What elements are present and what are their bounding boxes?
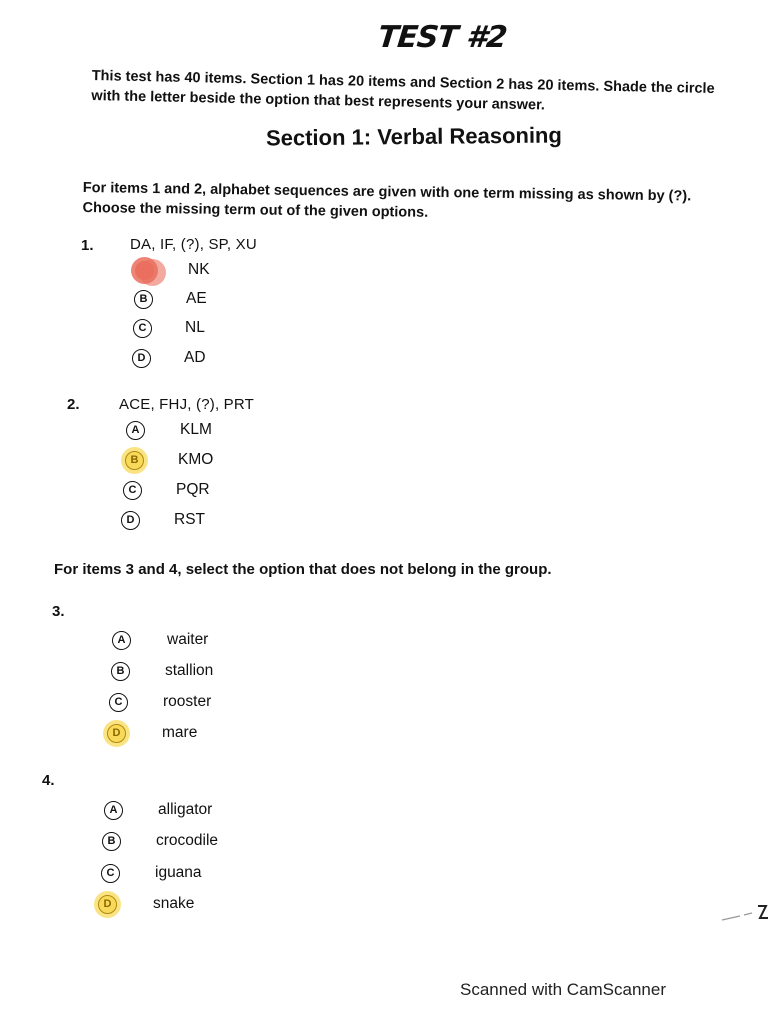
answer-bubble-a[interactable]: A: [104, 801, 123, 820]
answer-bubble-b[interactable]: B: [111, 662, 130, 681]
answer-bubble-b[interactable]: B: [125, 451, 144, 470]
question-number: 1.: [81, 237, 94, 254]
scan-margin-mark: [718, 900, 768, 930]
answer-bubble-c[interactable]: C: [133, 319, 152, 338]
answer-bubble-a[interactable]: A: [112, 631, 131, 650]
answer-bubble-d[interactable]: D: [121, 511, 140, 530]
answer-bubble-a[interactable]: A: [126, 421, 145, 440]
answer-bubble-c[interactable]: C: [123, 481, 142, 500]
question-number: 4.: [42, 772, 55, 789]
instructions-items-1-2: For items 1 and 2, alphabet sequences are given with one term missing as shown by (?). Choose the missing term out of the given options.: [82, 179, 692, 221]
option-text: waiter: [167, 631, 209, 648]
general-instructions: This test has 40 items. Section 1 has 20 items and Section 2 has 20 items. Shade the circle with the letter beside the option that best represents your answer.: [91, 67, 715, 114]
option-text: snake: [153, 895, 195, 912]
option-text: iguana: [155, 864, 202, 881]
option-text: mare: [162, 724, 198, 741]
question-number: 3.: [52, 603, 65, 620]
answer-bubble-c[interactable]: C: [101, 864, 120, 883]
instructions-items-3-4: For items 3 and 4, select the option that does not belong in the group.: [54, 561, 552, 578]
option-text: stallion: [165, 662, 214, 679]
option-text: NL: [185, 319, 205, 336]
option-text: KMO: [178, 451, 214, 468]
question-text: DA, IF, (?), SP, XU: [130, 236, 257, 253]
option-text: alligator: [158, 801, 213, 818]
section-title: Section 1: Verbal Reasoning: [265, 122, 562, 151]
answer-bubble-a[interactable]: A: [135, 261, 154, 280]
option-text: rooster: [163, 693, 212, 710]
option-text: RST: [174, 511, 205, 528]
option-text: PQR: [176, 481, 210, 498]
answer-bubble-b[interactable]: B: [102, 832, 121, 851]
answer-bubble-c[interactable]: C: [109, 693, 128, 712]
test-title: TEST #2: [376, 20, 509, 55]
option-text: KLM: [180, 421, 212, 438]
camscanner-label: Scanned with CamScanner: [460, 980, 667, 999]
answer-bubble-d[interactable]: D: [98, 895, 117, 914]
option-text: NK: [188, 261, 210, 278]
answer-bubble-d[interactable]: D: [107, 724, 126, 743]
option-text: AE: [186, 290, 207, 307]
question-number: 2.: [67, 396, 80, 413]
option-text: crocodile: [156, 832, 219, 849]
option-text: AD: [184, 349, 206, 366]
answer-bubble-b[interactable]: B: [134, 290, 153, 309]
answer-bubble-d[interactable]: D: [132, 349, 151, 368]
question-text: ACE, FHJ, (?), PRT: [119, 396, 255, 413]
